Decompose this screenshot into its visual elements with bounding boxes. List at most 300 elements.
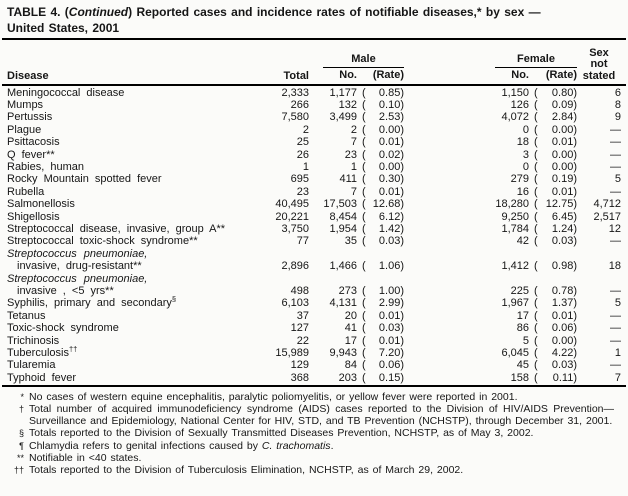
male-rate-cell-open-paren: ( xyxy=(362,309,366,322)
male-rate-cell-open-paren: ( xyxy=(362,235,366,248)
female-rate-cell-open-paren: ( xyxy=(534,297,538,310)
disease-cell xyxy=(7,344,247,360)
disease-cell xyxy=(7,173,247,185)
male-rate-cell-value: 7.20) xyxy=(378,347,404,360)
female-rate-cell-value: 0.80) xyxy=(551,86,577,99)
female-rate-cell-open-paren: ( xyxy=(534,235,538,248)
male-rate-cell xyxy=(357,260,404,272)
male-rate-cell-open-paren: ( xyxy=(362,347,366,360)
disease-cell xyxy=(7,161,247,173)
disease-cell xyxy=(7,335,247,347)
female-no-cell: 1,150 xyxy=(501,86,529,99)
male-no-cell: 1,466 xyxy=(329,260,357,273)
female-rate-cell xyxy=(529,235,577,247)
total-cell: 498 xyxy=(290,285,309,297)
total-cell: 20,221 xyxy=(275,210,309,223)
total-cell: 695 xyxy=(290,173,309,186)
footnote-marker: ¶ xyxy=(19,440,24,451)
female-rate-cell-open-paren: ( xyxy=(534,260,538,273)
header-female-sub xyxy=(481,69,577,82)
male-rate-cell-value: 0.03) xyxy=(378,322,404,335)
disease-name: Salmonellosis xyxy=(7,198,75,211)
male-rate-cell-value: 6.12) xyxy=(378,210,404,223)
female-rate-cell xyxy=(529,136,577,148)
male-rate-cell-open-paren: ( xyxy=(362,173,366,186)
disease-name: Tularemia xyxy=(7,359,56,372)
footnote-text-segment: Totals reported to the Division of Sexually Transmitted Diseases Prevention, NCHSTP, as of May 3, 2002. xyxy=(29,427,534,440)
female-rate-cell-value: 0.00) xyxy=(551,160,577,173)
disease-name-line1: Streptococcus pneumoniae, xyxy=(7,247,148,260)
female-rate-cell-value: 0.00) xyxy=(551,123,577,136)
header-male-sub xyxy=(309,69,404,82)
female-no-cell: 18,280 xyxy=(495,198,529,211)
disease-cell xyxy=(7,248,247,273)
male-rate-cell-open-paren: ( xyxy=(362,160,366,173)
male-rate-cell-open-paren: ( xyxy=(362,123,366,136)
total-cell: 40,495 xyxy=(275,198,309,211)
female-rate-cell-value: 1.37) xyxy=(551,297,577,310)
male-no-cell: 132 xyxy=(338,98,357,111)
table-title xyxy=(7,5,621,36)
footnote xyxy=(7,440,621,452)
female-rate-cell xyxy=(529,310,577,322)
female-rate-cell-open-paren: ( xyxy=(534,123,538,136)
header-male-rate: (Rate) xyxy=(372,69,404,81)
table-row xyxy=(7,173,621,185)
female-rate-cell-open-paren: ( xyxy=(534,185,538,198)
disease-cell xyxy=(7,124,247,136)
table-row xyxy=(7,211,621,223)
female-no-cell: 86 xyxy=(516,322,529,335)
disease-cell xyxy=(7,186,247,198)
total-cell: 2 xyxy=(302,123,309,136)
female-rate-cell xyxy=(529,186,577,198)
footnote-text xyxy=(29,464,614,476)
title-rule xyxy=(2,38,626,40)
female-rate-cell-open-paren: ( xyxy=(534,347,538,360)
header-sexns-line2: not xyxy=(590,58,608,70)
header-disease: Disease xyxy=(7,70,49,82)
male-rate-cell-value: 0.01) xyxy=(378,136,404,149)
sex-not-stated-cell: — xyxy=(610,285,621,297)
male-rate-cell xyxy=(357,322,404,334)
male-rate-cell xyxy=(357,211,404,223)
total-cell: 7,580 xyxy=(281,111,309,124)
male-rate-cell-open-paren: ( xyxy=(362,222,366,235)
total-cell: 3,750 xyxy=(281,222,309,235)
female-rate-cell-open-paren: ( xyxy=(534,210,538,223)
male-no-cell: 4,131 xyxy=(329,297,357,310)
female-no-cell: 16 xyxy=(516,185,529,198)
female-no-cell: 1,784 xyxy=(501,222,529,235)
male-rate-cell xyxy=(357,359,404,371)
female-rate-cell xyxy=(529,347,577,359)
female-rate-cell-open-paren: ( xyxy=(534,222,538,235)
male-rate-cell-open-paren: ( xyxy=(362,198,366,211)
sex-not-stated-cell: — xyxy=(610,123,621,136)
total-cell: 6,103 xyxy=(281,297,309,310)
sex-not-stated-cell: 7 xyxy=(614,371,621,384)
footnote-text-segment: . xyxy=(330,439,334,452)
male-rate-cell-open-paren: ( xyxy=(362,285,366,297)
table-bottom-rule xyxy=(2,385,626,387)
male-rate-cell-open-paren: ( xyxy=(362,334,366,347)
disease-cell xyxy=(7,136,247,148)
disease-footnote-marker: § xyxy=(171,294,177,304)
table-row xyxy=(7,294,621,310)
header-male: Male xyxy=(323,53,404,68)
disease-cell xyxy=(7,99,247,111)
footnote-text xyxy=(29,452,614,464)
footnote-text-segment: Notifiable in <40 states. xyxy=(29,451,142,464)
table-row xyxy=(7,198,621,210)
female-rate-cell xyxy=(529,211,577,223)
total-cell: 25 xyxy=(296,136,309,149)
disease-name: Shigellosis xyxy=(7,210,60,223)
female-rate-cell-open-paren: ( xyxy=(534,148,538,161)
male-rate-cell-value: 0.00) xyxy=(378,160,404,173)
female-rate-cell-value: 0.00) xyxy=(551,148,577,161)
female-rate-cell-value: 0.06) xyxy=(551,322,577,335)
disease-cell xyxy=(7,322,247,334)
male-rate-cell-open-paren: ( xyxy=(362,86,366,99)
header-sex-not-stated xyxy=(577,48,621,83)
footnote-marker: † xyxy=(18,403,24,414)
table-body xyxy=(7,87,621,385)
female-rate-cell-value: 2.84) xyxy=(551,111,577,124)
male-rate-cell-value: 1.42) xyxy=(378,222,404,235)
female-no-cell: 42 xyxy=(516,235,529,248)
female-no-cell: 9,250 xyxy=(501,210,529,223)
title-line2: United States, 2001 xyxy=(7,20,120,35)
female-rate-cell xyxy=(529,260,577,272)
female-no-cell: 5 xyxy=(522,334,529,347)
female-rate-cell-value: 0.98) xyxy=(551,260,577,273)
female-rate-cell xyxy=(529,335,577,347)
sex-not-stated-cell: 18 xyxy=(608,260,621,273)
sex-not-stated-cell: 5 xyxy=(614,297,621,310)
male-rate-cell-open-paren: ( xyxy=(362,148,366,161)
female-rate-cell xyxy=(529,161,577,173)
disease-name: Trichinosis xyxy=(7,334,60,347)
header-sexns-line3: stated xyxy=(582,69,616,82)
male-rate-cell xyxy=(357,99,404,111)
female-rate-cell xyxy=(529,87,577,99)
male-rate-cell xyxy=(357,235,404,247)
female-no-cell: 158 xyxy=(510,371,529,384)
total-cell: 368 xyxy=(290,371,309,384)
disease-cell xyxy=(7,294,247,310)
female-no-cell: 1,967 xyxy=(501,297,529,310)
disease-name-line2: invasive , <5 yrs** xyxy=(17,285,114,297)
total-cell: 266 xyxy=(290,98,309,111)
footnote-text-segment: No cases of western equine encephalitis, paralytic poliomyelitis, or yellow fever were reported in 2001. xyxy=(29,390,518,403)
table-row xyxy=(7,248,621,273)
male-no-cell: 23 xyxy=(344,148,357,161)
male-no-cell: 1 xyxy=(350,160,357,173)
male-no-cell: 1,177 xyxy=(329,86,357,99)
disease-name: Typhoid fever xyxy=(7,371,77,384)
male-no-cell: 411 xyxy=(339,173,357,186)
female-rate-cell xyxy=(529,322,577,334)
disease-name: Rubella xyxy=(7,185,45,198)
female-rate-cell-open-paren: ( xyxy=(534,309,538,322)
female-rate-cell-open-paren: ( xyxy=(534,160,538,173)
disease-cell xyxy=(7,273,247,298)
disease-footnote-marker: †† xyxy=(68,344,78,354)
female-rate-cell-open-paren: ( xyxy=(534,359,538,372)
footnote xyxy=(7,391,621,403)
male-rate-cell-open-paren: ( xyxy=(362,98,366,111)
female-rate-cell-value: 0.01) xyxy=(551,136,577,149)
male-no-cell: 3,499 xyxy=(329,111,357,124)
footnotes-section xyxy=(7,391,621,476)
table-row xyxy=(7,124,621,136)
disease-cell xyxy=(7,372,247,384)
sex-not-stated-cell: 2,517 xyxy=(593,210,621,223)
female-rate-cell xyxy=(529,198,577,210)
table-row xyxy=(7,99,621,111)
male-rate-cell xyxy=(357,186,404,198)
female-no-cell: 4,072 xyxy=(501,111,529,124)
footnote-text-segment: Total number of acquired immunodeficiency syndrome (AIDS) cases reported to the Division of HIV/AIDS Prevention—Surveillance and Epidemiology, National Center for HIV, STD, and TB Prevention (NCHSTP), through December 31, 2001. xyxy=(29,402,614,428)
female-rate-cell-open-paren: ( xyxy=(534,371,538,384)
header-total: Total xyxy=(283,70,309,82)
female-no-cell: 0 xyxy=(522,123,529,136)
total-cell: 23 xyxy=(296,185,309,198)
disease-name-line1: Streptococcus pneumoniae, xyxy=(7,272,148,285)
male-no-cell: 9,943 xyxy=(329,347,357,360)
sex-not-stated-cell: 9 xyxy=(614,111,621,124)
male-rate-cell xyxy=(357,173,404,185)
table-header xyxy=(7,42,621,84)
table-row xyxy=(7,359,621,371)
disease-name: Rocky Mountain spotted fever xyxy=(7,173,162,186)
female-rate-cell-value: 0.03) xyxy=(551,235,577,248)
male-rate-cell xyxy=(357,310,404,322)
footnote-text-segment: Chlamydia refers to genital infections caused by xyxy=(29,439,262,452)
disease-name: Psittacosis xyxy=(7,136,60,149)
table-row xyxy=(7,149,621,161)
male-no-cell: 273 xyxy=(338,285,357,297)
disease-cell xyxy=(7,111,247,123)
title-continued: Continued xyxy=(68,5,129,19)
footnote-marker: †† xyxy=(13,464,24,475)
male-rate-cell-value: 0.01) xyxy=(378,309,404,322)
male-rate-cell-value: 0.06) xyxy=(378,359,404,372)
table-row xyxy=(7,322,621,334)
male-rate-cell-open-paren: ( xyxy=(362,210,366,223)
disease-name: Mumps xyxy=(7,98,44,111)
table-row xyxy=(7,111,621,123)
female-rate-cell-open-paren: ( xyxy=(534,334,538,347)
male-rate-cell-open-paren: ( xyxy=(362,322,366,335)
male-rate-cell-value: 0.00) xyxy=(378,123,404,136)
male-rate-cell xyxy=(357,124,404,136)
sex-not-stated-cell: — xyxy=(610,185,621,198)
male-rate-cell-open-paren: ( xyxy=(362,359,366,372)
header-sexns-line1: Sex xyxy=(589,46,609,59)
footnote-text xyxy=(29,427,614,439)
disease-name: Streptococcal disease, invasive, group A** xyxy=(7,222,226,235)
male-no-cell: 1,954 xyxy=(329,222,357,235)
sex-not-stated-cell: — xyxy=(610,334,621,347)
disease-cell xyxy=(7,198,247,210)
header-female: Female xyxy=(495,53,577,68)
footnote-marker: ** xyxy=(16,452,24,463)
female-rate-cell-value: 1.24) xyxy=(551,222,577,235)
female-rate-cell-open-paren: ( xyxy=(534,86,538,99)
female-rate-cell xyxy=(529,173,577,185)
male-rate-cell xyxy=(357,223,404,235)
footnote-text xyxy=(29,403,614,427)
male-rate-cell-value: 2.99) xyxy=(378,297,404,310)
female-no-cell: 45 xyxy=(516,359,529,372)
disease-cell xyxy=(7,149,247,161)
total-cell: 77 xyxy=(296,235,309,248)
disease-cell xyxy=(7,211,247,223)
header-female-group xyxy=(481,53,577,82)
table-row xyxy=(7,273,621,298)
title-prefix: TABLE 4. ( xyxy=(7,5,69,19)
female-no-cell: 6,045 xyxy=(501,347,529,360)
male-rate-cell xyxy=(357,87,404,99)
footnote-italic-text: C. trachomatis xyxy=(261,439,331,452)
female-rate-cell-open-paren: ( xyxy=(534,173,538,186)
male-rate-cell xyxy=(357,198,404,210)
sex-not-stated-cell: 6 xyxy=(614,86,621,99)
male-rate-cell-value: 0.01) xyxy=(378,334,404,347)
sex-not-stated-cell: 8 xyxy=(614,98,621,111)
male-rate-cell-open-paren: ( xyxy=(362,297,366,310)
male-rate-cell-value: 0.02) xyxy=(378,148,404,161)
male-rate-cell-value: 1.00) xyxy=(378,285,404,297)
female-rate-cell-open-paren: ( xyxy=(534,98,538,111)
female-rate-cell xyxy=(529,111,577,123)
male-rate-cell xyxy=(357,297,404,309)
female-no-cell: 18 xyxy=(516,136,529,149)
table-row xyxy=(7,344,621,360)
female-rate-cell-value: 0.78) xyxy=(551,285,577,297)
female-rate-cell-value: 0.03) xyxy=(551,359,577,372)
female-rate-cell-value: 0.00) xyxy=(551,334,577,347)
male-rate-cell xyxy=(357,149,404,161)
title-suffix: ) Reported cases and incidence rates of notifiable diseases,* by sex — xyxy=(128,5,541,19)
female-rate-cell xyxy=(529,285,577,297)
total-cell: 127 xyxy=(290,322,309,335)
header-female-no: No. xyxy=(511,69,529,81)
female-rate-cell xyxy=(529,124,577,136)
male-no-cell: 35 xyxy=(344,235,357,248)
male-rate-cell-value: 0.30) xyxy=(378,173,404,186)
disease-name: Plague xyxy=(7,123,42,136)
sex-not-stated-cell: — xyxy=(610,359,621,372)
male-rate-cell-value: 12.68) xyxy=(372,198,404,211)
male-no-cell: 7 xyxy=(350,185,357,198)
total-cell: 2,333 xyxy=(281,86,309,99)
table-row xyxy=(7,87,621,99)
female-no-cell: 17 xyxy=(516,309,529,322)
male-no-cell: 20 xyxy=(344,309,357,322)
disease-name: Rabies, human xyxy=(7,160,84,173)
sex-not-stated-cell: 1 xyxy=(614,347,621,360)
footnote xyxy=(7,464,621,476)
female-rate-cell-value: 0.19) xyxy=(551,173,577,186)
male-rate-cell-open-paren: ( xyxy=(362,185,366,198)
male-rate-cell xyxy=(357,372,404,384)
table-row xyxy=(7,310,621,322)
female-rate-cell-open-paren: ( xyxy=(534,285,538,297)
table-row xyxy=(7,186,621,198)
header-female-rate: (Rate) xyxy=(545,69,577,81)
female-rate-cell-open-paren: ( xyxy=(534,198,538,211)
female-rate-cell xyxy=(529,359,577,371)
male-no-cell: 203 xyxy=(338,371,357,384)
male-rate-cell-value: 0.01) xyxy=(378,185,404,198)
male-no-cell: 17 xyxy=(344,334,357,347)
female-no-cell: 126 xyxy=(510,98,529,111)
male-rate-cell xyxy=(357,335,404,347)
male-rate-cell xyxy=(357,161,404,173)
disease-name: Q fever** xyxy=(7,148,55,161)
male-no-cell: 17,503 xyxy=(323,198,357,211)
male-rate-cell xyxy=(357,111,404,123)
disease-name: Syphilis, primary and secondary xyxy=(7,297,172,310)
female-rate-cell-value: 0.01) xyxy=(551,309,577,322)
female-rate-cell-value: 4.22) xyxy=(551,347,577,360)
disease-cell xyxy=(7,235,247,247)
male-rate-cell xyxy=(357,136,404,148)
male-rate-cell xyxy=(357,347,404,359)
female-rate-cell-value: 6.45) xyxy=(551,210,577,223)
footnote xyxy=(7,452,621,464)
female-rate-cell xyxy=(529,99,577,111)
male-rate-cell-value: 0.03) xyxy=(378,235,404,248)
female-rate-cell-value: 0.01) xyxy=(551,185,577,198)
male-no-cell: 41 xyxy=(344,322,357,335)
total-cell: 15,989 xyxy=(275,347,309,360)
sex-not-stated-cell: — xyxy=(610,309,621,322)
total-cell: 37 xyxy=(296,309,309,322)
sex-not-stated-cell: — xyxy=(610,160,621,173)
sex-not-stated-cell: 4,712 xyxy=(593,198,621,211)
footnote-text xyxy=(29,440,614,452)
total-cell: 2,896 xyxy=(281,260,309,273)
male-rate-cell-value: 0.10) xyxy=(378,98,404,111)
total-cell: 22 xyxy=(296,334,309,347)
male-rate-cell-open-paren: ( xyxy=(362,136,366,149)
male-rate-cell xyxy=(357,285,404,297)
footnote xyxy=(7,427,621,439)
male-no-cell: 2 xyxy=(350,123,357,136)
footnote-text xyxy=(29,391,614,403)
sex-not-stated-cell: — xyxy=(610,235,621,248)
disease-name: Meningococcal disease xyxy=(7,86,125,99)
female-no-cell: 0 xyxy=(522,160,529,173)
sex-not-stated-cell: — xyxy=(610,322,621,335)
male-rate-cell-open-paren: ( xyxy=(362,260,366,273)
male-rate-cell-value: 2.53) xyxy=(378,111,404,124)
footnote-text-segment: Totals reported to the Division of Tuberculosis Elimination, NCHSTP, as of March 29, 2002. xyxy=(29,463,464,476)
female-no-cell: 225 xyxy=(510,285,529,297)
male-no-cell: 7 xyxy=(350,136,357,149)
female-no-cell: 279 xyxy=(510,173,529,186)
male-rate-cell-open-paren: ( xyxy=(362,371,366,384)
female-rate-cell xyxy=(529,149,577,161)
header-male-group xyxy=(309,53,404,82)
header-male-no: No. xyxy=(339,69,357,81)
female-no-cell: 3 xyxy=(522,148,529,161)
